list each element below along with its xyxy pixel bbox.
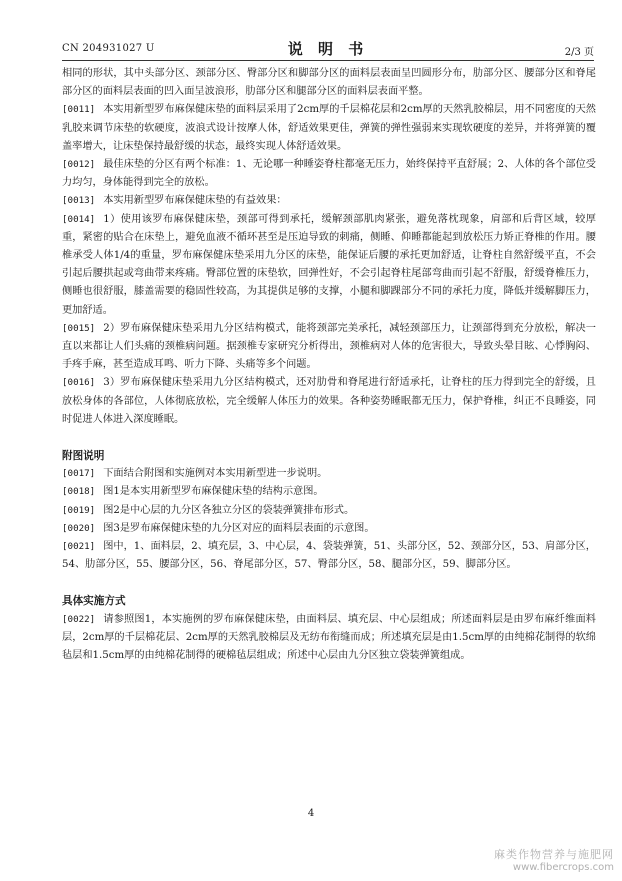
paragraph-number: [0021] xyxy=(62,541,96,553)
section-spacer xyxy=(62,429,596,447)
paragraph-number: [0011] xyxy=(62,104,96,116)
section-heading-figures: 附图说明 xyxy=(62,450,105,463)
paragraph-number: [0017] xyxy=(62,468,96,480)
paragraph-number: [0014] xyxy=(62,213,96,225)
embodiment-paragraphs xyxy=(62,611,596,666)
paragraph-number: [0016] xyxy=(62,377,96,389)
paragraph-number: [0015] xyxy=(62,322,96,334)
paragraph xyxy=(62,374,596,429)
figure-paragraphs xyxy=(62,465,596,574)
paragraph-text: 本实用新型罗布麻保健床垫的面料层采用了2cm厚的千层棉花层和2cm厚的天然乳胶棉层，用不同密度的天然乳胶来调节床垫的软硬度，波浪式设计按摩人体，舒适效果更佳，弹簧的弹性强弱来实现软硬度的差异，并将弹簧的覆盖率增大，让床垫保持最舒缓的状态，最终实现人体舒适效果。 xyxy=(62,104,596,152)
top-paragraphs xyxy=(62,65,596,429)
page-number: 4 xyxy=(307,808,315,819)
paragraph-text: 相同的形状，其中头部分区、颈部分区、臀部分区和脚部分区的面料层表面呈凹圆形分布，肋部分区、腰部分区和脊尾部分区的面料层表面的凹入面呈波浪形，肋部分区和腿部分区的面料层表面平整。 xyxy=(62,68,596,98)
watermark-site-name: 麻类作物营养与施肥网 xyxy=(494,848,614,861)
paragraph xyxy=(62,320,596,375)
page-title: 说 明 书 xyxy=(287,40,369,58)
document-body xyxy=(62,65,596,665)
paragraph xyxy=(62,65,596,101)
watermark-url: www.fibercrops.com xyxy=(512,862,614,873)
paragraph-text: 3）罗布麻保健床垫采用九分区结构模式，还对肋骨和脊尾进行舒适承托，让脊柱的压力得到完全的舒缓，且放松身体的各部位，人体彻底放松，完全缓解人体压力的效果。各种姿势睡眠都无压力，保护脊椎，纠正不良睡姿，同时促进人体进入深度睡眠。 xyxy=(62,377,596,425)
paragraph xyxy=(62,192,596,210)
paragraph-number: [0022] xyxy=(62,613,96,625)
paragraph-text: 图中，1、面料层，2、填充层，3、中心层，4、袋装弹簧，51、头部分区，52、颈部分区，53、肩部分区，54、肋部分区，55、腰部分区，56、脊尾部分区，57、臀部分区，58、腿部分区，59、脚部分区。 xyxy=(62,541,596,571)
header-divider xyxy=(62,60,594,61)
page-header xyxy=(62,38,594,60)
paragraph xyxy=(62,156,596,192)
paragraph xyxy=(62,101,596,156)
page-indicator: 2/3 页 xyxy=(564,47,594,58)
paragraph-text: 图2是中心层的九分区各独立分区的袋装弹簧排布形式。 xyxy=(103,504,355,516)
paragraph-text: 图1是本实用新型罗布麻保健床垫的结构示意图。 xyxy=(103,486,324,498)
paragraph-text: 1）使用该罗布麻保健床垫，颈部可得到承托，缓解颈部肌肉紧张，避免落枕现象，肩部和后背区域，较厚重，紧密的贴合在床垫上，避免血液不循环甚至是压迫导致的刺痛，侧睡、仰睡都能起到放松压力矫正脊椎的作用。腰椎承受人体1/4的重量，罗布麻保健床垫采用九分区的床垫，能保证后腰的承托更加舒适，让脊柱自然舒缓平直，不会引起后腰拱起或弯曲带来疼痛。臀部位置的床垫软，回弹性好，不会引起脊柱尾部弯曲而引起不舒服，舒缓脊椎压力，侧睡也很舒服，膝盖需要的稳固性较高，为其提供足够的支撑，小腿和脚踝部分不同的承托力度，降低并缓解脚压力，更加舒适。 xyxy=(62,213,596,316)
paragraph-text: 下面结合附图和实施例对本实用新型进一步说明。 xyxy=(103,468,328,480)
paragraph-text: 本实用新型罗布麻保健床垫的有益效果： xyxy=(103,195,287,207)
paragraph xyxy=(62,538,596,574)
paragraph-number: [0013] xyxy=(62,195,96,207)
paragraph xyxy=(62,465,596,483)
paragraph xyxy=(62,502,596,520)
paragraph-number: [0020] xyxy=(62,522,96,534)
paragraph xyxy=(62,520,596,538)
paragraph-number: [0019] xyxy=(62,504,96,516)
watermark xyxy=(494,846,614,873)
paragraph-number: [0018] xyxy=(62,486,96,498)
paragraph xyxy=(62,211,596,320)
patent-number: CN 204931027 U xyxy=(62,43,155,54)
paragraph xyxy=(62,483,596,501)
paragraph-number: [0012] xyxy=(62,159,96,171)
paragraph-text: 请参照图1，本实施例的罗布麻保健床垫，由面料层、填充层、中心层组成；所述面料层是由罗布麻纤维面料层，2cm厚的千层棉花层、2cm厚的天然乳胶棉层及无纺布衔缝而成；所述填充层是由1.5cm厚的由纯棉花制得的软绵毡层和1.5cm厚的由纯棉花制得的硬棉毡层组成；所述中心层由九分区独立袋装弹簧组成。 xyxy=(62,613,596,662)
paragraph-text: 最佳床垫的分区有两个标准：1、无论哪一种睡姿脊柱都毫无压力，始终保持平直舒展；2、人体的各个部位受力均匀，身体能得到完全的放松。 xyxy=(62,159,596,189)
section-spacer xyxy=(62,574,596,592)
paragraph-text: 图3是罗布麻保健床垫的九分区对应的面料层表面的示意图。 xyxy=(103,522,375,534)
paragraph-text: 2）罗布麻保健床垫采用九分区结构模式，能将颈部完美承托，减轻颈部压力，让颈部得到充分放松，解决一直以来都让人们头痛的颈椎病问题。据颈椎专家研究分析得出，颈椎病对人体的危害很大，导致头晕目眩、心悸胸闷、手疼手麻，甚至造成耳鸣、听力下降、头痛等多个问题。 xyxy=(62,322,596,371)
paragraph xyxy=(62,611,596,666)
section-heading-embodiment: 具体实施方式 xyxy=(62,595,126,608)
